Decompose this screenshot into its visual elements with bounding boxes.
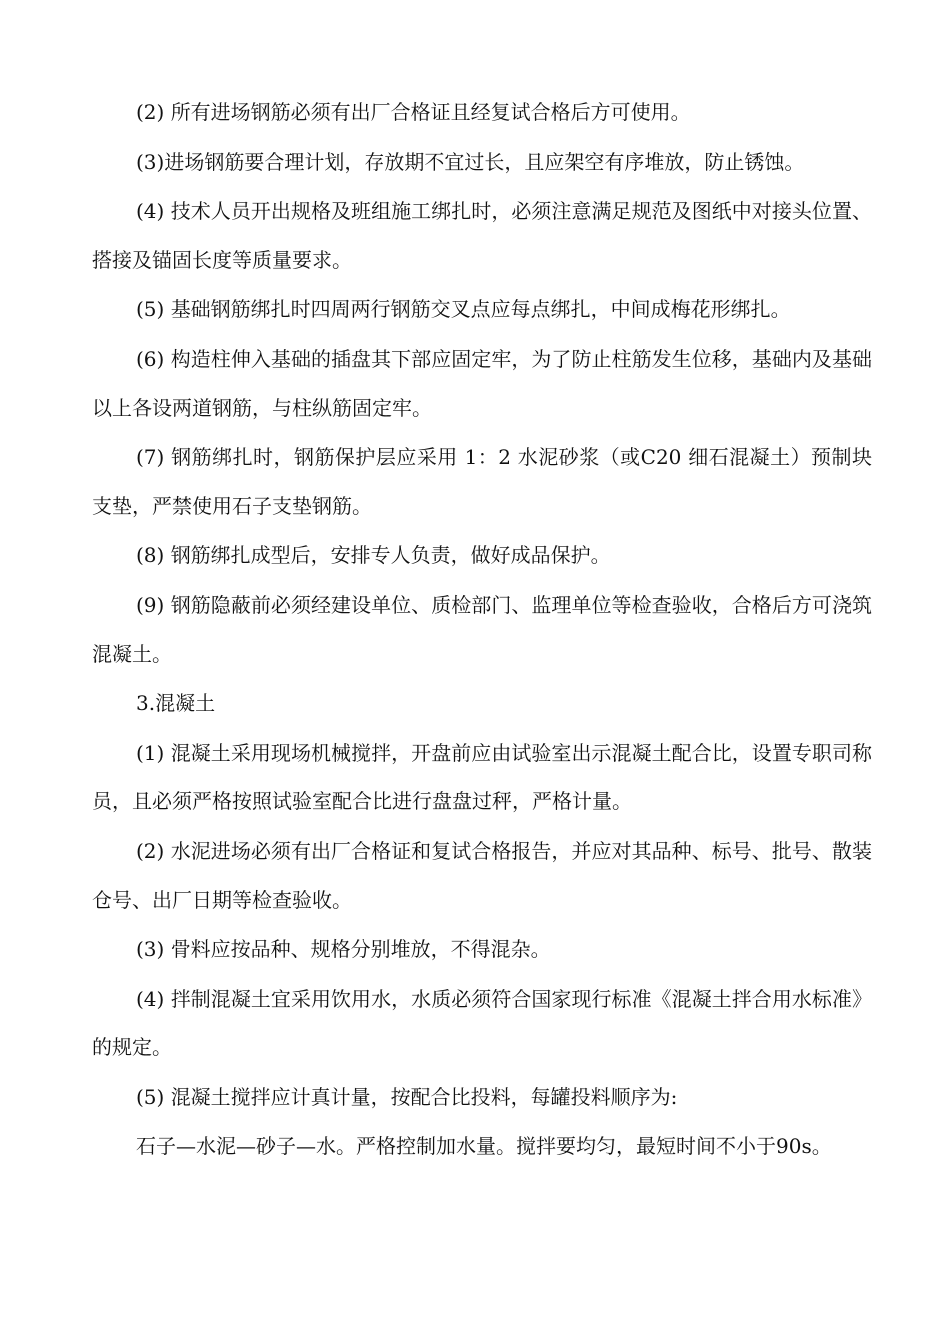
paragraph-mixing-order: 石子—水泥—砂子—水。严格控制加水量。搅拌要均匀，最短时间不小于90s。 bbox=[136, 1134, 832, 1159]
paragraph-rebar-8: (8) 钢筋绑扎成型后，安排专人负责，做好成品保护。 bbox=[136, 543, 611, 568]
paragraph-rebar-9: (9) 钢筋隐蔽前必须经建设单位、质检部门、监理单位等检查验收，合格后方可浇筑混凝土。 bbox=[92, 592, 872, 666]
paragraph-concrete-4: (4) 拌制混凝土宜采用饮用水，水质必须符合国家现行标准《混凝土拌合用水标准》的规定。 bbox=[92, 986, 872, 1060]
section-heading-concrete: 3.混凝土 bbox=[136, 691, 216, 716]
paragraph-concrete-1: (1) 混凝土采用现场机械搅拌，开盘前应由试验室出示混凝土配合比，设置专职司称员，且必须严格按照试验室配合比进行盘盘过秤，严格计量。 bbox=[92, 740, 872, 814]
paragraph-rebar-6: (6) 构造柱伸入基础的插盘其下部应固定牢，为了防止柱筋发生位移，基础内及基础以上各设两道钢筋，与柱纵筋固定牢。 bbox=[92, 346, 872, 420]
document-body bbox=[92, 88, 872, 1172]
paragraph-concrete-5: (5) 混凝土搅拌应计真计量，按配合比投料，每罐投料顺序为: bbox=[136, 1084, 678, 1109]
paragraph-rebar-4: (4) 技术人员开出规格及班组施工绑扎时，必须注意满足规范及图纸中对接头位置、搭接及锚固长度等质量要求。 bbox=[92, 199, 872, 272]
paragraph-rebar-7: (7) 钢筋绑扎时，钢筋保护层应采用 1：2 水泥砂浆（或C20 细石混凝土）预制块支垫，严禁使用石子支垫钢筋。 bbox=[92, 445, 872, 518]
paragraph-concrete-2: (2) 水泥进场必须有出厂合格证和复试合格报告，并应对其品种、标号、批号、散装仓号、出厂日期等检查验收。 bbox=[92, 838, 872, 912]
paragraph-rebar-2: (2) 所有进场钢筋必须有出厂合格证且经复试合格后方可使用。 bbox=[136, 100, 691, 124]
paragraph-rebar-3: (3)进场钢筋要合理计划，存放期不宜过长，且应架空有序堆放，防止锈蚀。 bbox=[136, 149, 805, 174]
paragraph-rebar-5: (5) 基础钢筋绑扎时四周两行钢筋交叉点应每点绑扎，中间成梅花形绑扎。 bbox=[136, 297, 791, 322]
paragraph-concrete-3: (3) 骨料应按品种、规格分别堆放，不得混杂。 bbox=[136, 937, 551, 962]
